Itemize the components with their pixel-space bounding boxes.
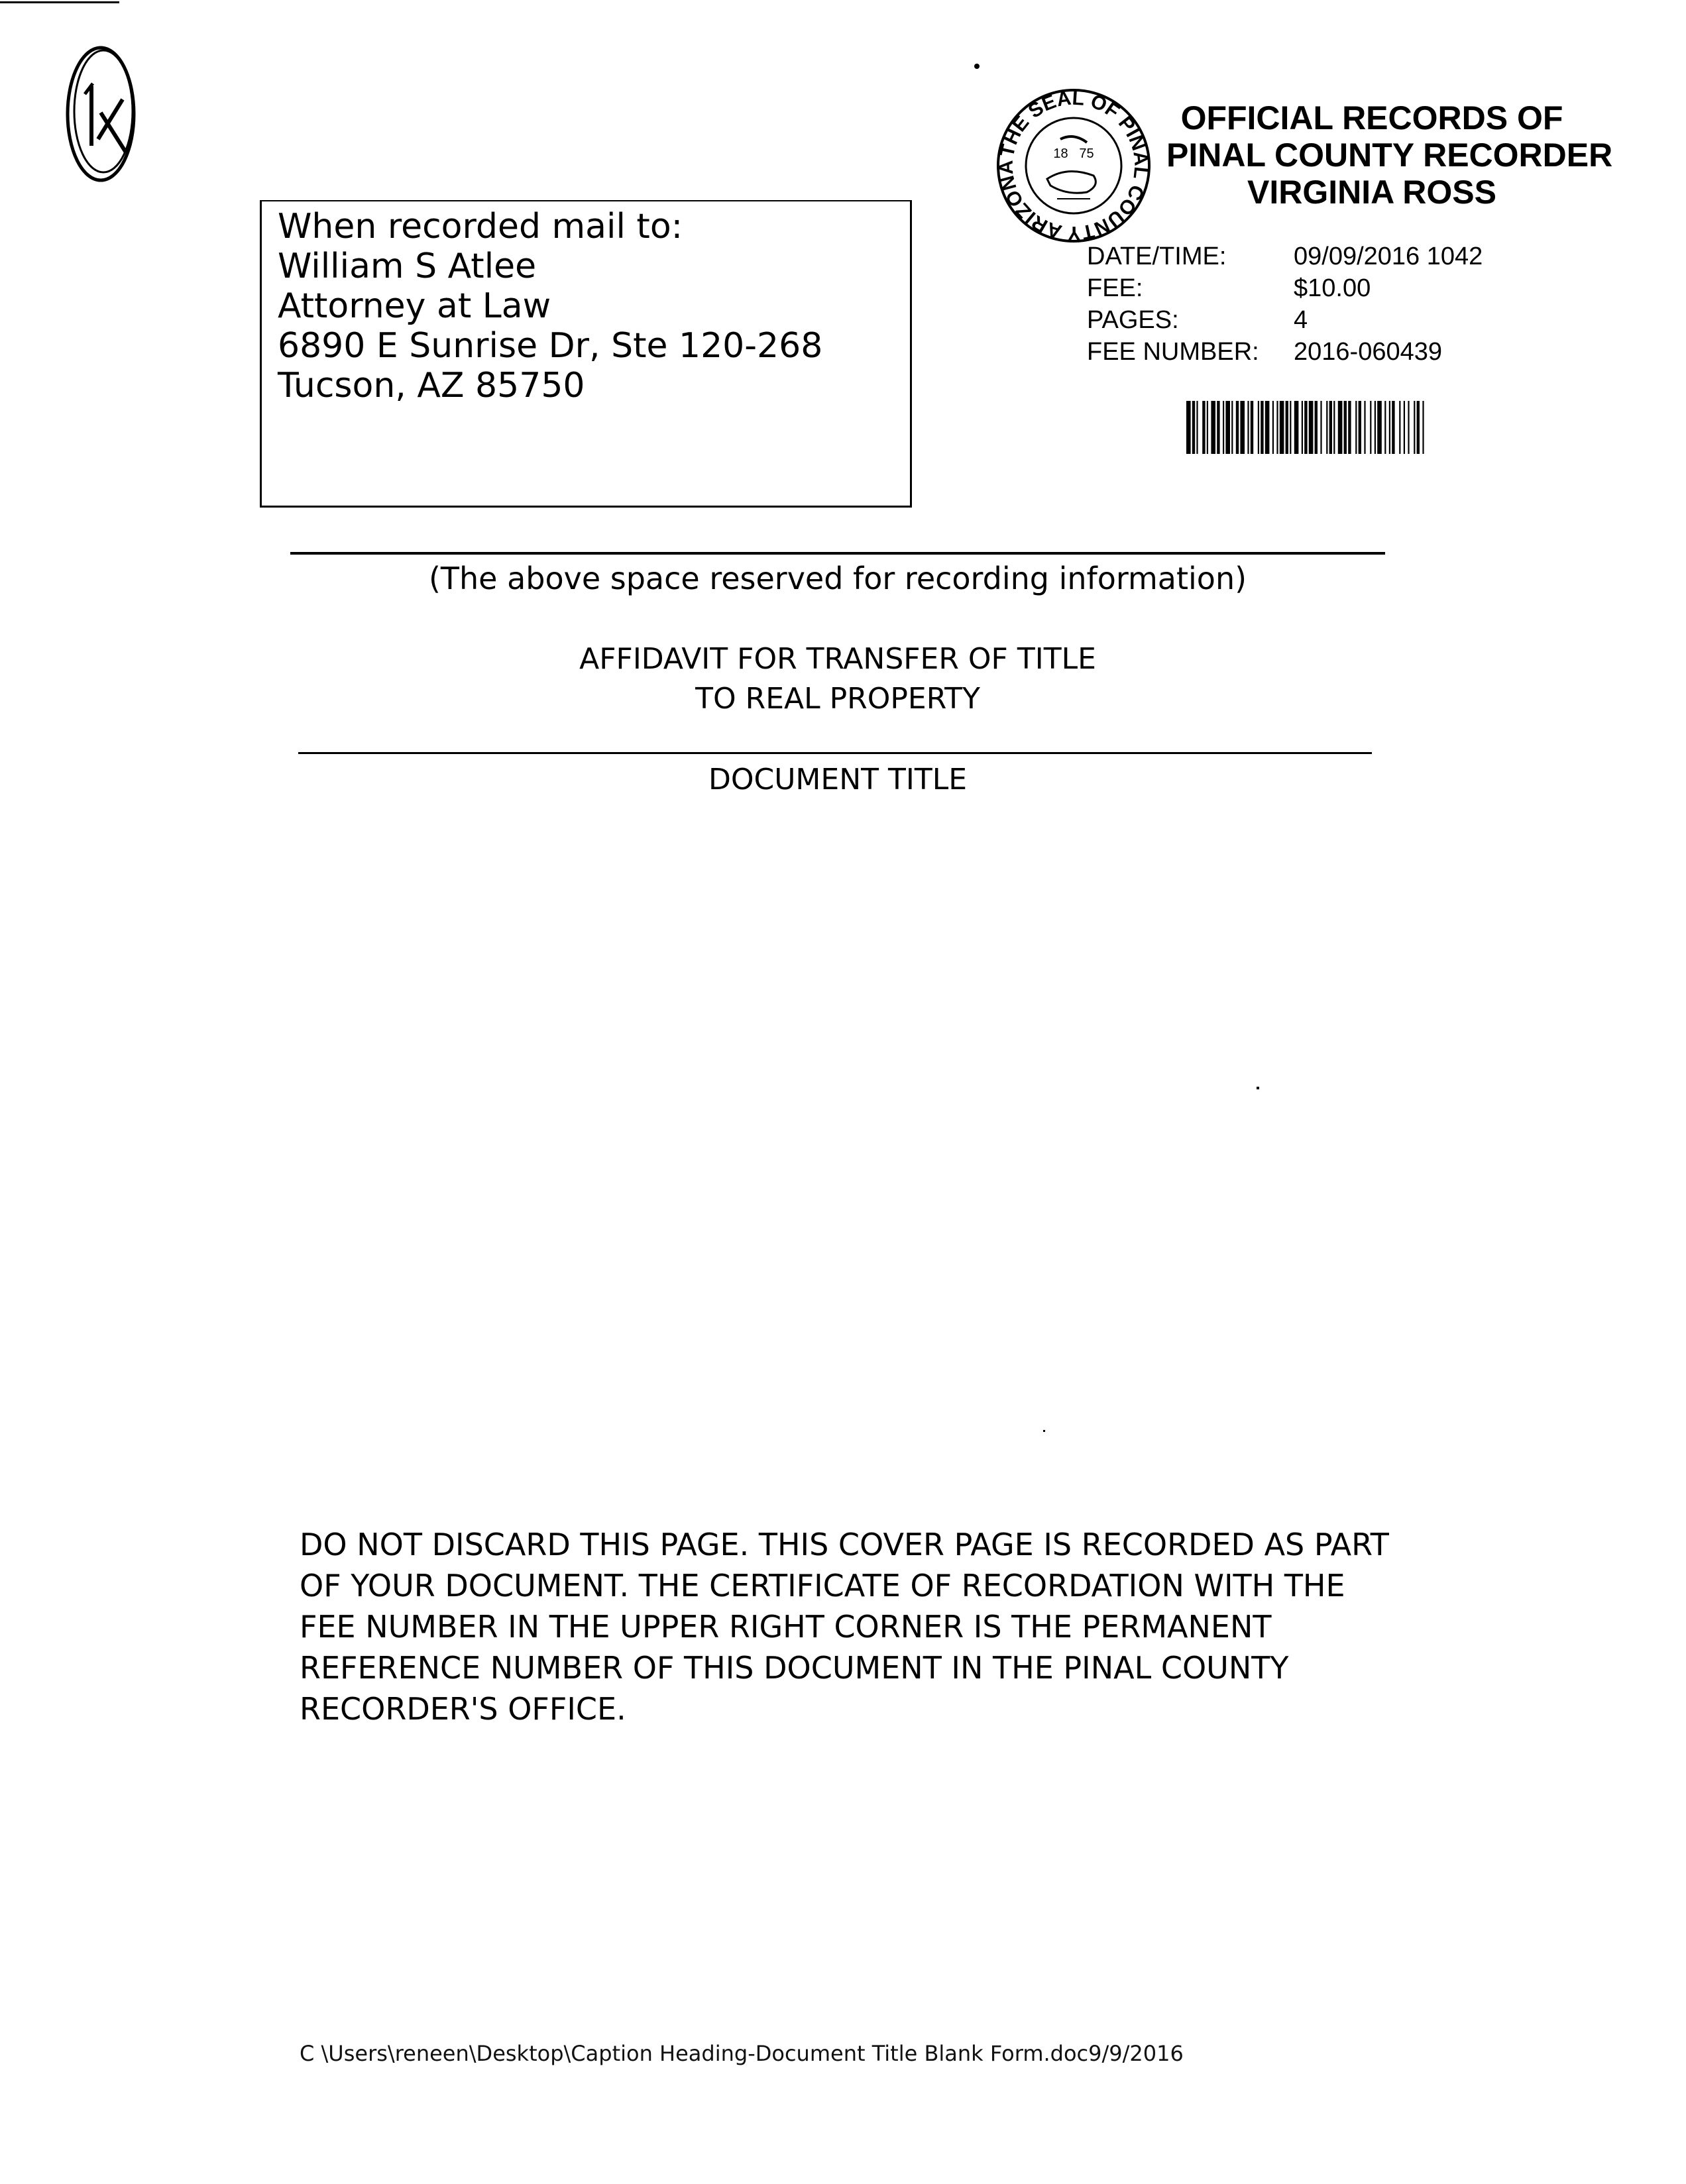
barcode-bar — [1315, 401, 1318, 454]
barcode-bar — [1261, 401, 1263, 454]
notice-line-5: RECORDER'S OFFICE. — [300, 1691, 626, 1727]
barcode-bar — [1192, 401, 1195, 454]
barcode-bar — [1364, 401, 1365, 454]
reserved-space-rule — [290, 552, 1385, 555]
document-title-label: DOCUMENT TITLE — [708, 763, 968, 796]
barcode-bar — [1404, 401, 1405, 454]
datetime-label: DATE/TIME: — [1087, 243, 1227, 270]
barcode-bar — [1236, 401, 1239, 454]
mail-to-heading: When recorded mail to: — [278, 207, 683, 246]
barcode-bar — [1211, 401, 1215, 454]
scan-speck — [974, 64, 980, 69]
datetime-value: 09/09/2016 1042 — [1294, 243, 1483, 270]
top-left-rule — [0, 1, 119, 3]
mail-to-title: Attorney at Law — [278, 286, 551, 326]
barcode-bar — [1286, 401, 1288, 454]
recorder-title-line-2: PINAL COUNTY RECORDER — [1166, 136, 1613, 174]
scan-speck — [1043, 1430, 1045, 1432]
barcode-bar — [1326, 401, 1327, 454]
recorder-title-line-1: OFFICIAL RECORDS OF — [1180, 99, 1563, 136]
barcode-bar — [1202, 401, 1205, 454]
fee-number-label: FEE NUMBER: — [1087, 338, 1259, 366]
barcode-bar — [1399, 401, 1400, 454]
notice-line-3: FEE NUMBER IN THE UPPER RIGHT CORNER IS THE PERMANENT — [300, 1609, 1272, 1645]
barcode-bar — [1304, 401, 1307, 454]
barcode-bar — [1258, 401, 1259, 454]
document-title-line-1: AFFIDAVIT FOR TRANSFER OF TITLE — [579, 642, 1096, 676]
barcode-bar — [1320, 401, 1321, 454]
barcode-bar — [1223, 401, 1224, 454]
footer-file-path: C \Users\reneen\Desktop\Caption Heading-Document Title Blank Form.doc9/9/2016 — [300, 2041, 1184, 2066]
notice-line-2: OF YOUR DOCUMENT. THE CERTIFICATE OF RECORDATION WITH THE — [300, 1568, 1345, 1604]
barcode-bar — [1370, 401, 1371, 454]
barcode-bar — [1348, 401, 1351, 454]
document-title-line-2: TO REAL PROPERTY — [695, 682, 980, 716]
barcode-bar — [1251, 401, 1253, 454]
notice-line-4: REFERENCE NUMBER OF THIS DOCUMENT IN THE PINAL COUNTY — [300, 1650, 1289, 1686]
barcode-bar — [1231, 401, 1233, 454]
svg-text:THE SEAL OF PINAL COUNTY ARIZO: THE SEAL OF PINAL COUNTY ARIZONA — [995, 87, 1152, 245]
mail-to-street: 6890 E Sunrise Dr, Ste 120-268 — [278, 326, 823, 366]
pages-value: 4 — [1294, 306, 1308, 334]
barcode-bar — [1375, 401, 1376, 454]
barcode-bar — [1359, 401, 1361, 454]
pages-label: PAGES: — [1087, 306, 1179, 334]
barcode-bar — [1196, 401, 1198, 454]
barcode-bar — [1265, 401, 1270, 454]
barcode-bar — [1338, 401, 1343, 454]
barcode-bar — [1186, 401, 1191, 454]
barcode-bar — [1417, 401, 1420, 454]
document-title-rule — [298, 752, 1372, 754]
barcode-bar — [1309, 401, 1314, 454]
barcode-bar — [1355, 401, 1357, 454]
barcode-bar — [1217, 401, 1219, 454]
mail-to-box — [260, 200, 912, 508]
svg-text:18 75: 18 75 — [1053, 146, 1094, 161]
barcode-bar — [1422, 401, 1424, 454]
handwritten-circled-mark — [60, 40, 146, 186]
reserved-space-note: (The above space reserved for recording information) — [428, 561, 1247, 596]
barcode-bar — [1344, 401, 1347, 454]
fee-value: $10.00 — [1294, 274, 1371, 302]
barcode-bar — [1272, 401, 1274, 454]
barcode-bar — [1329, 401, 1332, 454]
recorder-title-line-3: VIRGINIA ROSS — [1247, 174, 1496, 211]
barcode-bar — [1276, 401, 1278, 454]
barcode-bar — [1280, 401, 1284, 454]
barcode-bar — [1389, 401, 1390, 454]
barcode-bar — [1207, 401, 1208, 454]
fee-label: FEE: — [1087, 274, 1143, 302]
barcode-bar — [1414, 401, 1415, 454]
mail-to-city: Tucson, AZ 85750 — [278, 366, 585, 406]
mail-to-name: William S Atlee — [278, 246, 537, 286]
barcode-bar — [1225, 401, 1230, 454]
fee-number-value: 2016-060439 — [1294, 338, 1442, 366]
barcode-bar — [1290, 401, 1291, 454]
barcode-bar — [1302, 401, 1303, 454]
barcode-bar — [1408, 401, 1409, 454]
barcode-bar — [1392, 401, 1394, 454]
notice-line-1: DO NOT DISCARD THIS PAGE. THIS COVER PAGE IS RECORDED AS PART — [300, 1527, 1389, 1562]
barcode-bar — [1240, 401, 1245, 454]
barcode-bar — [1384, 401, 1386, 454]
barcode-icon — [1186, 401, 1518, 454]
scan-speck — [1257, 1087, 1259, 1089]
barcode-bar — [1294, 401, 1299, 454]
county-seal-icon — [994, 86, 1153, 245]
barcode-bar — [1333, 401, 1335, 454]
barcode-bar — [1247, 401, 1249, 454]
barcode-bar — [1377, 401, 1382, 454]
